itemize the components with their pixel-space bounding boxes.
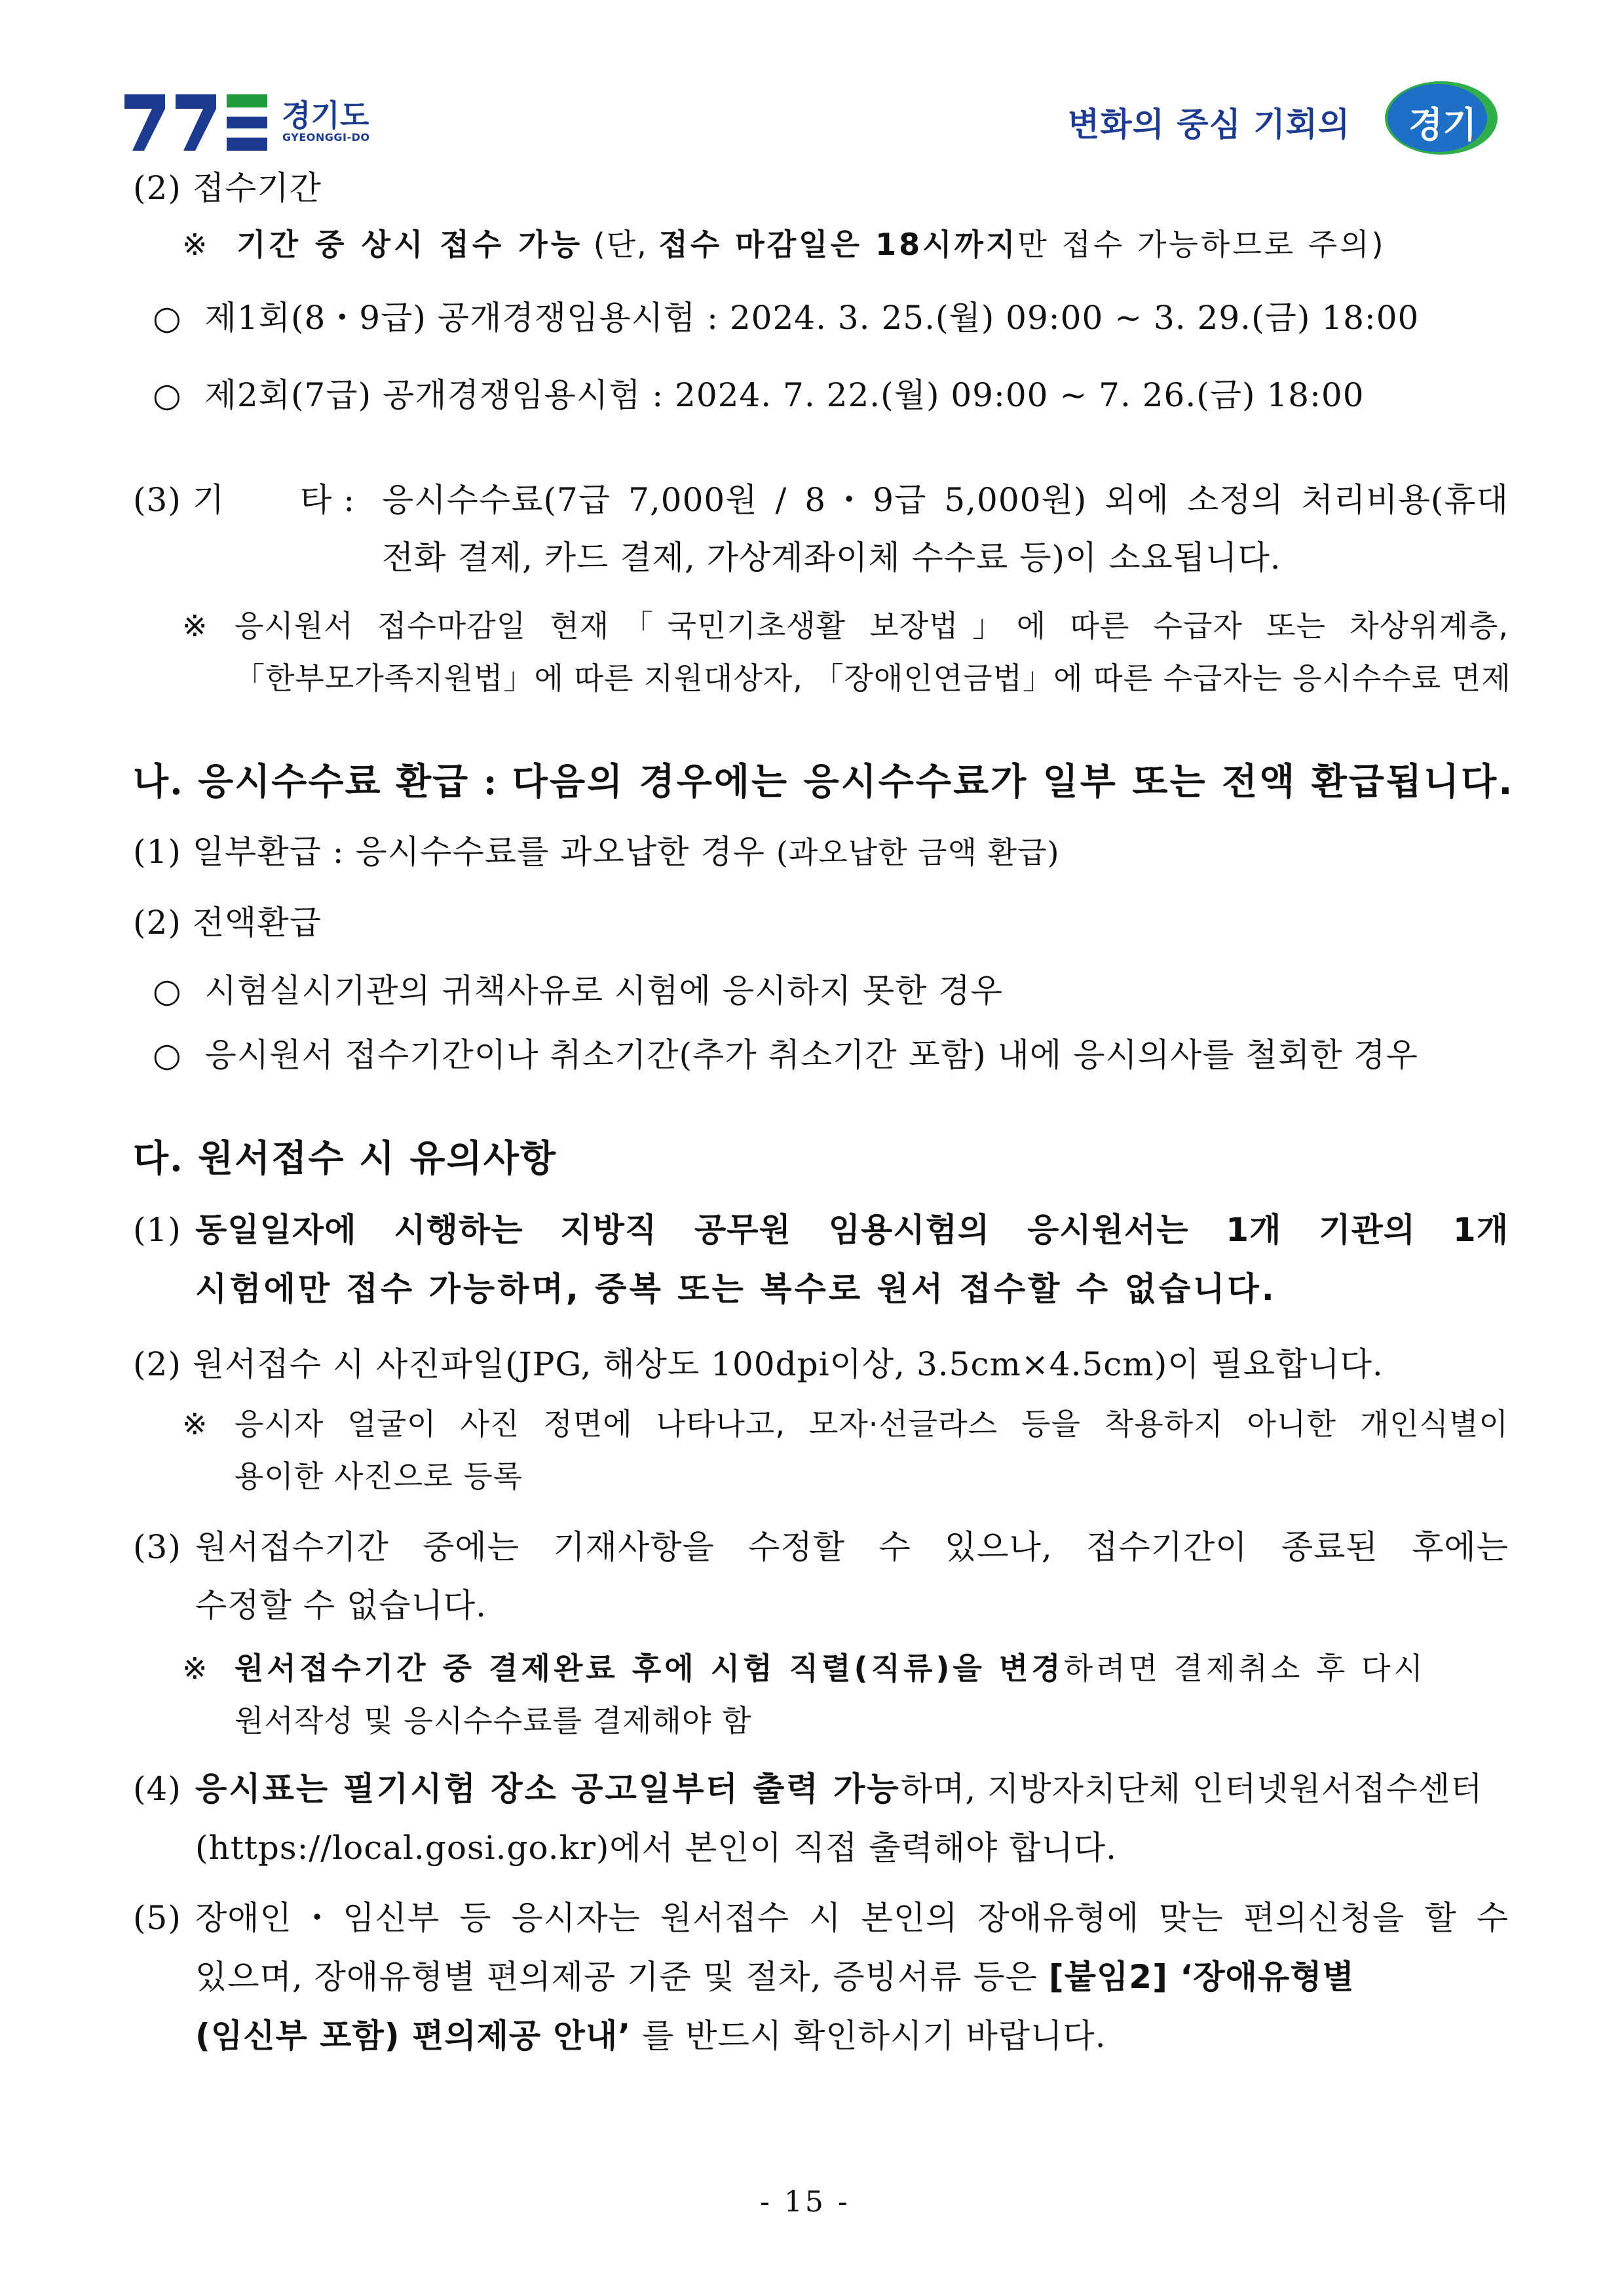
gyeonggi-badge xyxy=(1384,80,1499,156)
refund-full-bullet2: 응시원서 접수기간이나 취소기간(추가 취소기간 포함) 내에 응시의사를 철회한 경우 xyxy=(204,1036,1418,1074)
item4-emphasis: 응시표는 필기시험 장소 공고일부터 출력 가능 xyxy=(195,1770,901,1808)
note-fee-exemption-line2: 「한부모가족지원법」에 따른 지원대상자, 「장애인연금법」에 따른 수급자는 응시수수료 면제 xyxy=(235,660,1511,696)
item5-line3-rest: 를 반드시 확인하시기 바랍니다. xyxy=(631,2017,1106,2055)
item-etc-label-2: 타 : xyxy=(300,481,356,519)
item1-line2: 시험에만 접수 가능하며, 중복 또는 복수로 원서 접수할 수 없습니다. xyxy=(195,1270,1277,1308)
logo-english-name: GYEONGGI-DO xyxy=(282,131,370,144)
item5-line2 xyxy=(195,1958,1509,1996)
exam2-period-row xyxy=(153,376,1371,414)
section-da-heading: 다. 원서접수 시 유의사항 xyxy=(133,1137,557,1180)
note-mark: ※ xyxy=(182,1406,208,1442)
item5-number: (5) xyxy=(133,1899,181,1937)
circle-bullet: ○ xyxy=(153,299,182,337)
note-mark: ※ xyxy=(182,608,208,643)
circle-bullet: ○ xyxy=(153,972,182,1010)
page-number: - 15 - xyxy=(760,2185,850,2219)
logo-korean-name: 경기도 xyxy=(282,98,369,133)
item5-line2-text: 있으며, 장애유형별 편의제공 기준 및 절차, 증빙서류 등은 xyxy=(195,1958,1049,1996)
item2-note-line1: 응시자 얼굴이 사진 정면에 나타나고, 모자·선글라스 등을 착용하지 아니한 개인식별이 xyxy=(235,1406,1509,1442)
item5-guide-title: (임신부 포함) 편의제공 안내’ xyxy=(195,2017,632,2055)
item4-line2: (https://local.gosi.go.kr)에서 본인이 직접 출력해야 합니다. xyxy=(195,1829,1118,1867)
header-slogan: 변화의 중심 기회의 xyxy=(1068,105,1351,144)
note-application-period xyxy=(182,227,1386,262)
exam1-period-text: 제1회(8・9급) 공개경쟁임용시험 : 2024. 3. 25.(월) 09:00 ~ 3. 29.(금) 18:00 xyxy=(204,299,1420,337)
item-etc-line2: 전화 결제, 카드 결제, 가상계좌이체 수수료 등)이 소요됩니다. xyxy=(382,539,1281,577)
refund-partial-row xyxy=(133,833,1060,871)
refund-full-bullet2-row xyxy=(153,1036,1509,1074)
refund-full-title: (2) 전액환급 xyxy=(133,904,322,942)
note-deadline-18: 접수 마감일은 18시까지 xyxy=(658,227,1018,262)
item2-note-line2: 용이한 사진으로 등록 xyxy=(235,1459,523,1494)
section-na-heading-emphasis: 다음의 경우에는 응시수수료가 일부 또는 전액 환급됩니다. xyxy=(512,761,1515,803)
note-always-open: 기간 중 상시 접수 가능 xyxy=(236,227,584,262)
item3-line1: 원서접수기간 중에는 기재사항을 수정할 수 있으나, 접수기간이 종료된 후에는 xyxy=(195,1528,1509,1566)
item1-line1: 동일일자에 시행하는 지방직 공무원 임용시험의 응시원서는 1개 기관의 1개 xyxy=(195,1211,1509,1249)
refund-partial-note: (과오납한 금액 환급) xyxy=(776,835,1060,870)
refund-full-bullet1-row xyxy=(153,972,1003,1010)
item3-note-rest: 하려면 결제취소 후 다시 xyxy=(1063,1651,1426,1686)
item3-note-line2: 원서작성 및 응시수수료를 결제해야 함 xyxy=(235,1703,752,1738)
badge-label: 경기 xyxy=(1408,104,1477,145)
item3-line2: 수정할 수 없습니다. xyxy=(195,1586,487,1624)
item4-number: (4) xyxy=(133,1770,181,1808)
item3-note-emphasis: 원서접수기간 중 결제완료 후에 시험 직렬(직류)을 변경 xyxy=(235,1651,1064,1686)
item2-photo-requirement: (2) 원서접수 시 사진파일(JPG, 해상도 100dpi이상, 3.5cm×4.5cm)이 필요합니다. xyxy=(133,1345,1384,1383)
item-application-period-title: (2) 접수기간 xyxy=(133,169,322,207)
item5-line1: 장애인・임신부 등 응시자는 원서접수 시 본인의 장애유형에 맞는 편의신청을 할 수 xyxy=(195,1899,1509,1937)
gyeonggi-logo-mark-icon xyxy=(124,90,275,151)
exam2-period-text: 제2회(7급) 공개경쟁임용시험 : 2024. 7. 22.(월) 09:00 ~ 7. 26.(금) 18:00 xyxy=(204,376,1365,414)
gyeonggi-logo xyxy=(124,90,373,153)
circle-bullet: ○ xyxy=(153,376,182,414)
note-caution: 만 접수 가능하므로 주의) xyxy=(1017,227,1386,262)
section-na-heading-title: 나. 응시수수료 환급 : xyxy=(133,760,512,803)
refund-partial-text: (1) 일부환급 : 응시수수료를 과오납한 경우 xyxy=(133,833,765,871)
refund-full-bullet1: 시험실시기관의 귀책사유로 시험에 응시하지 못한 경우 xyxy=(204,972,1003,1010)
note-mark: ※ xyxy=(182,1651,208,1686)
item5-line3 xyxy=(195,2017,1106,2055)
note-mark: ※ xyxy=(182,227,208,262)
item3-number: (3) xyxy=(133,1528,181,1566)
item3-note-line1 xyxy=(235,1651,1509,1686)
circle-bullet: ○ xyxy=(153,1036,182,1074)
item4-line1 xyxy=(195,1770,1509,1808)
exam1-period-row xyxy=(153,299,1420,337)
note-fee-exemption-line1: 응시원서 접수마감일 현재「국민기초생활 보장법」에 따른 수급자 또는 차상위계층, xyxy=(235,608,1509,643)
item4-rest: 하며, 지방자치단체 인터넷원서접수센터 xyxy=(900,1770,1483,1808)
note-paren-open: (단, xyxy=(593,227,659,262)
item-etc-line1: 응시수수료(7급 7,000원 / 8・9급 5,000원) 외에 소정의 처리비용(휴대 xyxy=(382,481,1509,519)
item-etc-label: (3) 기 xyxy=(133,481,225,519)
section-na-heading xyxy=(133,760,1515,803)
item5-attachment-ref: [붙임2] ‘장애유형별 xyxy=(1048,1958,1355,1996)
item1-number: (1) xyxy=(133,1211,181,1249)
